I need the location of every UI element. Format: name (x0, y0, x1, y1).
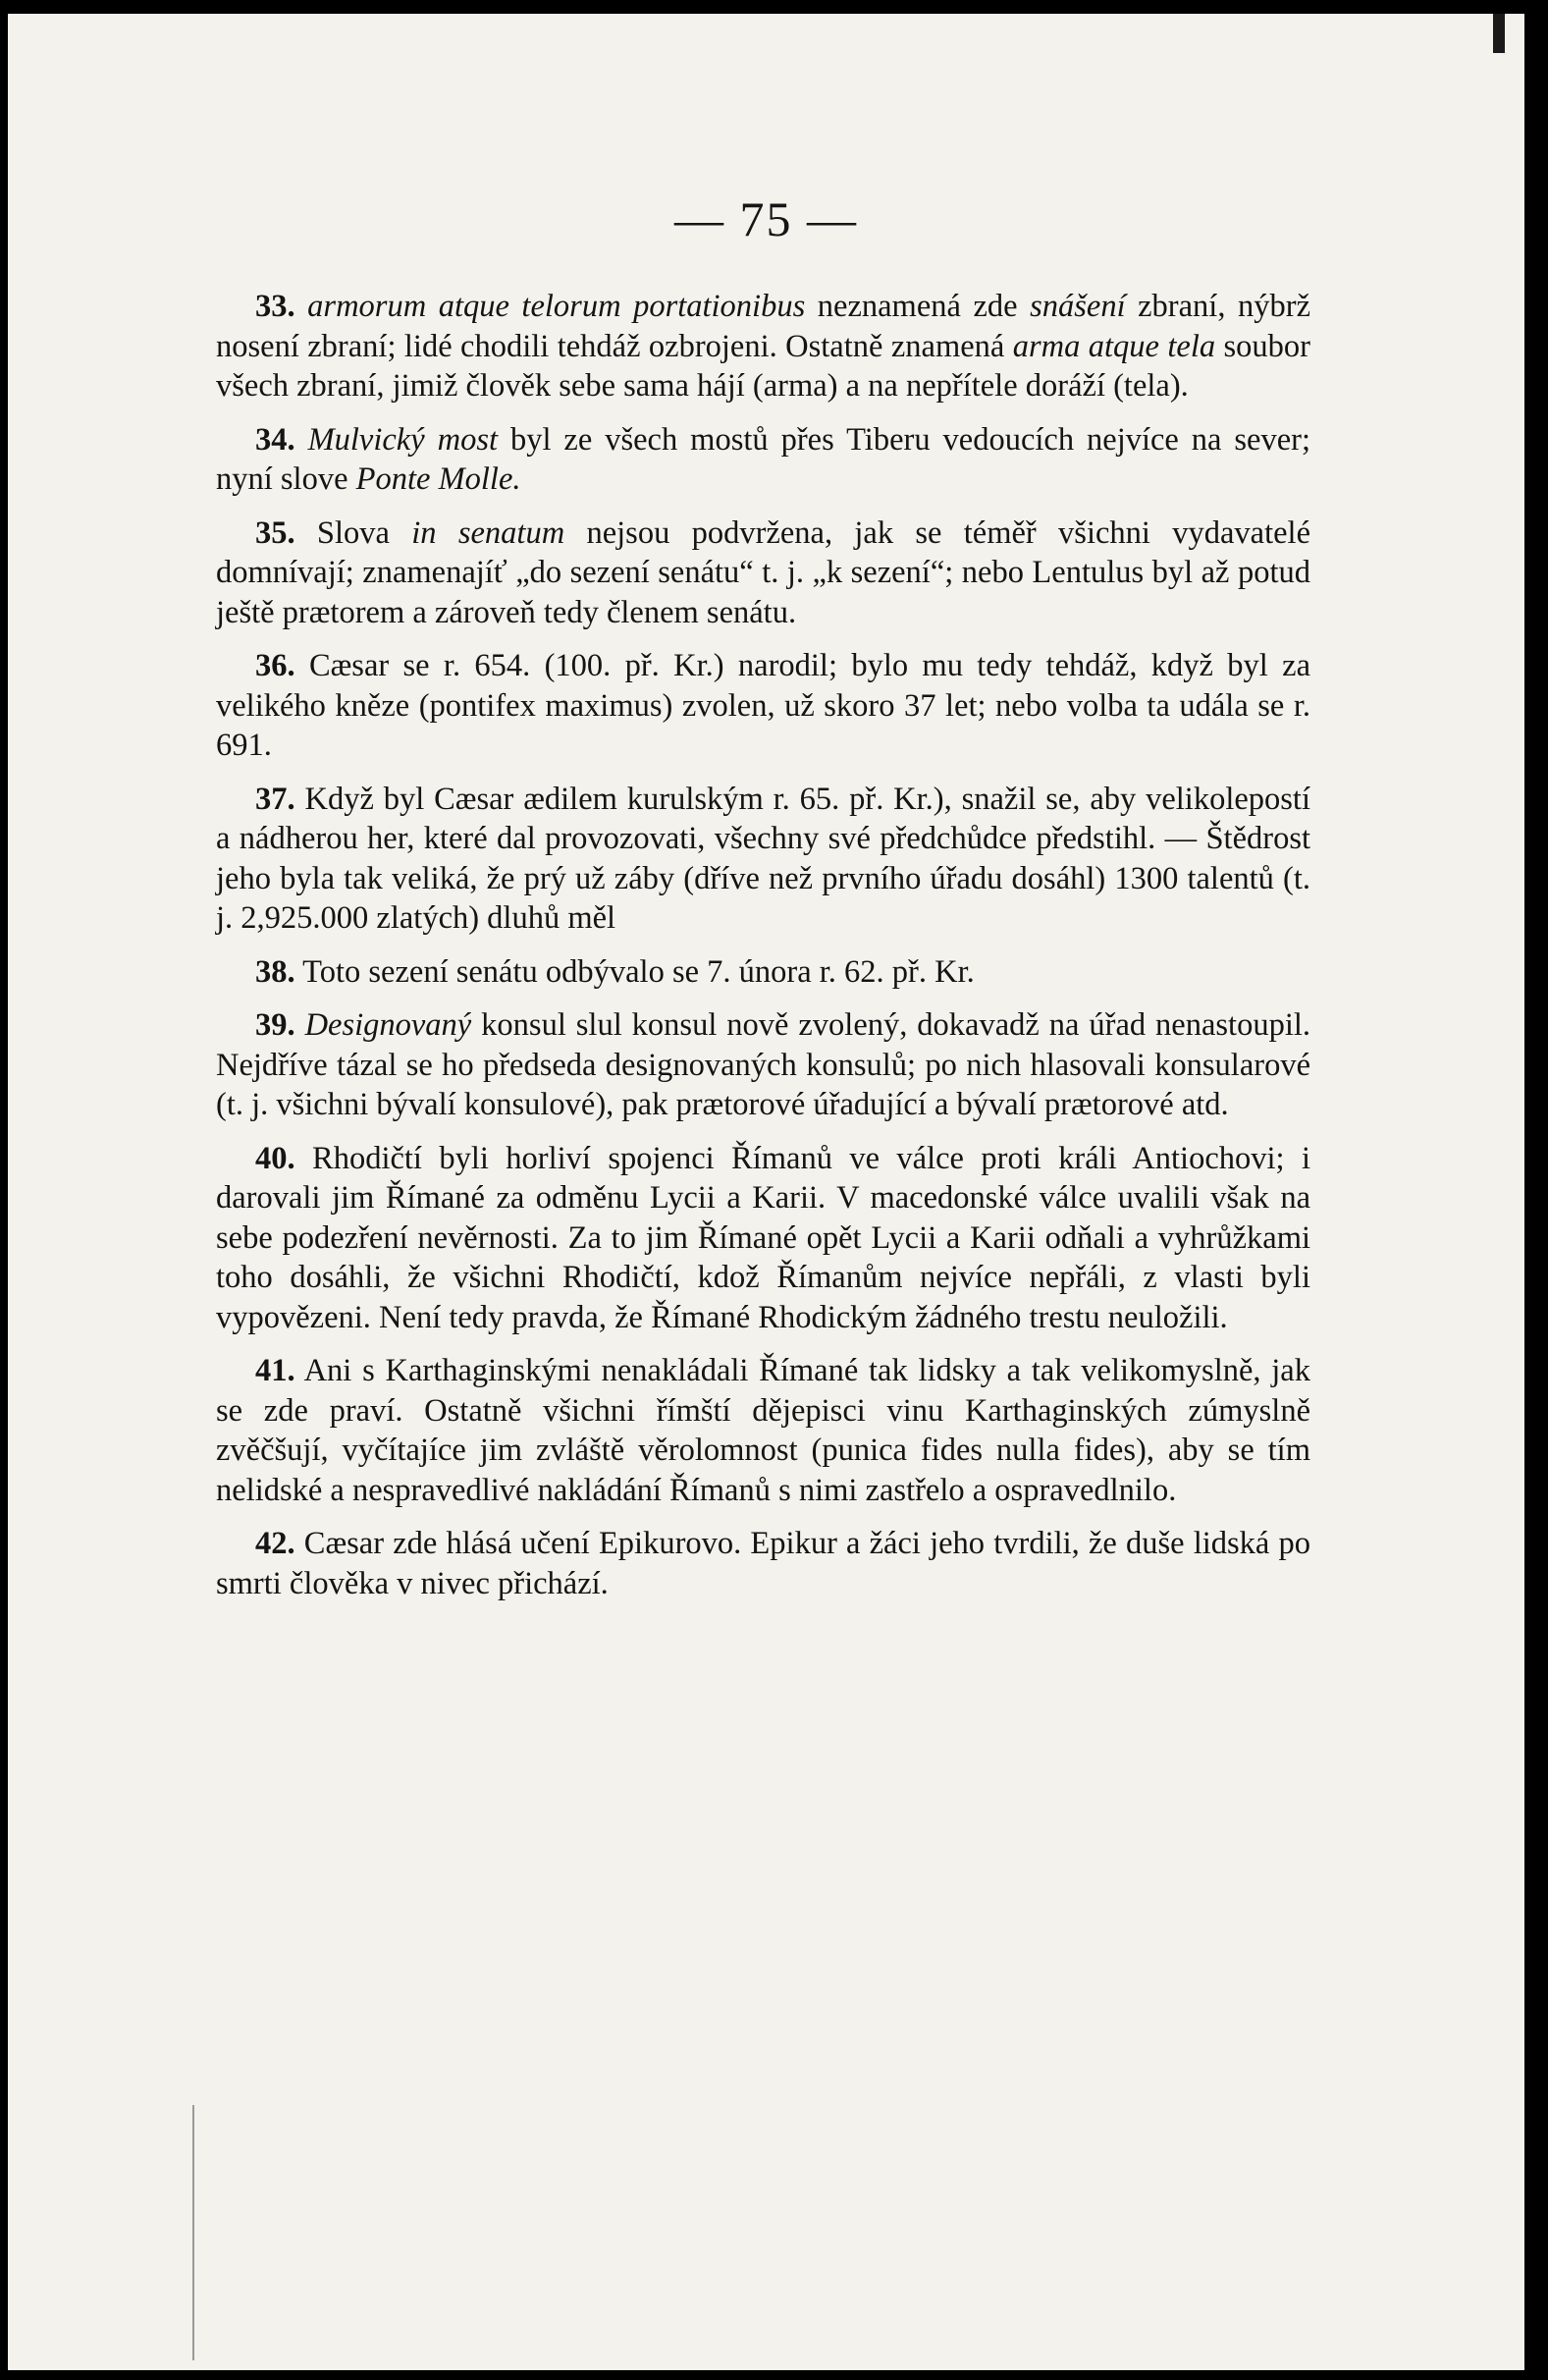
footnote-italic-term: in senatum (411, 514, 565, 551)
footnote-italic-term: Ponte Molle. (355, 461, 521, 497)
footnote-italic-term: armorum atque telorum portationibus (307, 289, 806, 324)
footnote-italic-term: snášení (1030, 289, 1126, 324)
footnote-number: 35. (255, 514, 295, 551)
book-page (8, 14, 1524, 2370)
footnote (216, 646, 1310, 766)
footnote-number: 36. (255, 648, 295, 683)
footnote (216, 780, 1310, 939)
footnote (216, 514, 1310, 633)
margin-ruling-line (192, 2105, 194, 2360)
footnote-number: 34. (255, 421, 295, 458)
footnote-text: konsul slul konsul nově zvolený, dokavadž na úřad nenastoupil. Nejdříve tázal se ho předseda designovaných konsulů; po nich hlasovali konsularové (t. j. všichni bývalí konsulové), pak prætorové úřadující a bývalí prætorové atd. (216, 1007, 1311, 1122)
footnote-text (295, 289, 308, 324)
footnote (216, 420, 1310, 500)
footnote-text (295, 1007, 305, 1043)
footnote-text: nejsou podvržena, jak se téměř všichni vydavatelé domnívají; znamenajíť „do sezení senátu“ t. j. „k sezení“; nebo Lentulus byl až potud ještě prætorem a zároveň tedy členem senátu. (216, 514, 1310, 630)
footnote (216, 1139, 1310, 1338)
footnote-text: Cæsar zde hlásá učení Epikurovo. Epikur a žáci jeho tvrdili, že duše lidská po smrti člověka v nivec přichází. (216, 1526, 1310, 1601)
footnote-text: neznamená zde (805, 289, 1031, 324)
footnote-number: 33. (255, 289, 295, 324)
scan-border-mark (1493, 14, 1505, 53)
footnote-text: zbraní, nýbrž nosení zbraní; lidé chodili tehdáž ozbrojeni. Ostatně znamená (216, 289, 1310, 364)
footnote-text: Slova (294, 514, 412, 551)
footnote-number: 42. (255, 1526, 295, 1561)
footnote-italic-term: arma atque tela (1012, 328, 1216, 364)
footnote (216, 1524, 1310, 1603)
footnote-number: 41. (255, 1353, 295, 1388)
footnote-text: Ani s Karthaginskými nenakládali Římané tak lidsky a tak velikomyslně, jak se zde praví. Ostatně všichni římští dějepisci vinu Karthaginských zúmyslně zvěčšují, vyčítajíce jim zvláště věrolomnost (punica fides nulla fides), aby se tím nelidské a nespravedlivé nakládání Římanů s nimi zastřelo a ospravedlnilo. (216, 1353, 1310, 1508)
footnote (216, 1351, 1310, 1510)
footnote-number: 39. (255, 1007, 295, 1043)
footnote (216, 287, 1310, 406)
footnote-italic-term: Designovaný (304, 1007, 472, 1043)
footnote-text: Rhodičtí byli horliví spojenci Římanů ve válce proti králi Antiochovi; i darovali jim Římané za odměnu Lycii a Karii. V macedonské válce uvalili však na sebe podezření nevěrnosti. Za to jim Římané opět Lycii a Karii odňali a vyhrůžkami toho dosáhli, že všichni Rhodičtí, kdož Římanům nejvíce nepřáli, z vlasti byli vypovězeni. Není tedy pravda, že Římané Rhodickým žádného trestu neuložili. (216, 1140, 1310, 1335)
footnote-text (295, 422, 308, 458)
footnote-number: 38. (255, 953, 295, 990)
footnote-italic-term: Mulvický most (307, 421, 499, 458)
footnote-number: 40. (255, 1140, 295, 1176)
footnote-number: 37. (255, 781, 295, 817)
footnote-text: byl ze všech mostů přes Tiberu vedoucích nejvíce na sever; nyní slove (216, 421, 1311, 497)
footnote-text: Když byl Cæsar ædilem kurulským r. 65. př. Kr.), snažil se, aby velikolepostí a nádherou her, které dal provozovati, všechny své předchůdce předstihl. — Štědrost jeho byla tak veliká, že prý už záby (dříve než prvního úřadu dosáhl) 1300 talentů (t. j. 2,925.000 zlatých) dluhů měl (216, 781, 1310, 936)
footnote (216, 1005, 1310, 1125)
footnote (216, 952, 1310, 993)
page-number: — 75 — (674, 191, 858, 246)
footnote-text: Toto sezení senátu odbývalo se 7. února r. 62. př. Kr. (294, 953, 975, 990)
footnote-text: Cæsar se r. 654. (100. př. Kr.) narodil; bylo mu tedy tehdáž, když byl za velikého kněze (pontifex maximus) zvolen, už skoro 37 let; nebo volba ta udála se r. 691. (216, 648, 1310, 763)
footnotes-section (216, 287, 1310, 1617)
footnote-text: soubor všech zbraní, jimiž člověk sebe sama hájí (arma) a na nepřítele doráží (tela). (216, 328, 1310, 404)
